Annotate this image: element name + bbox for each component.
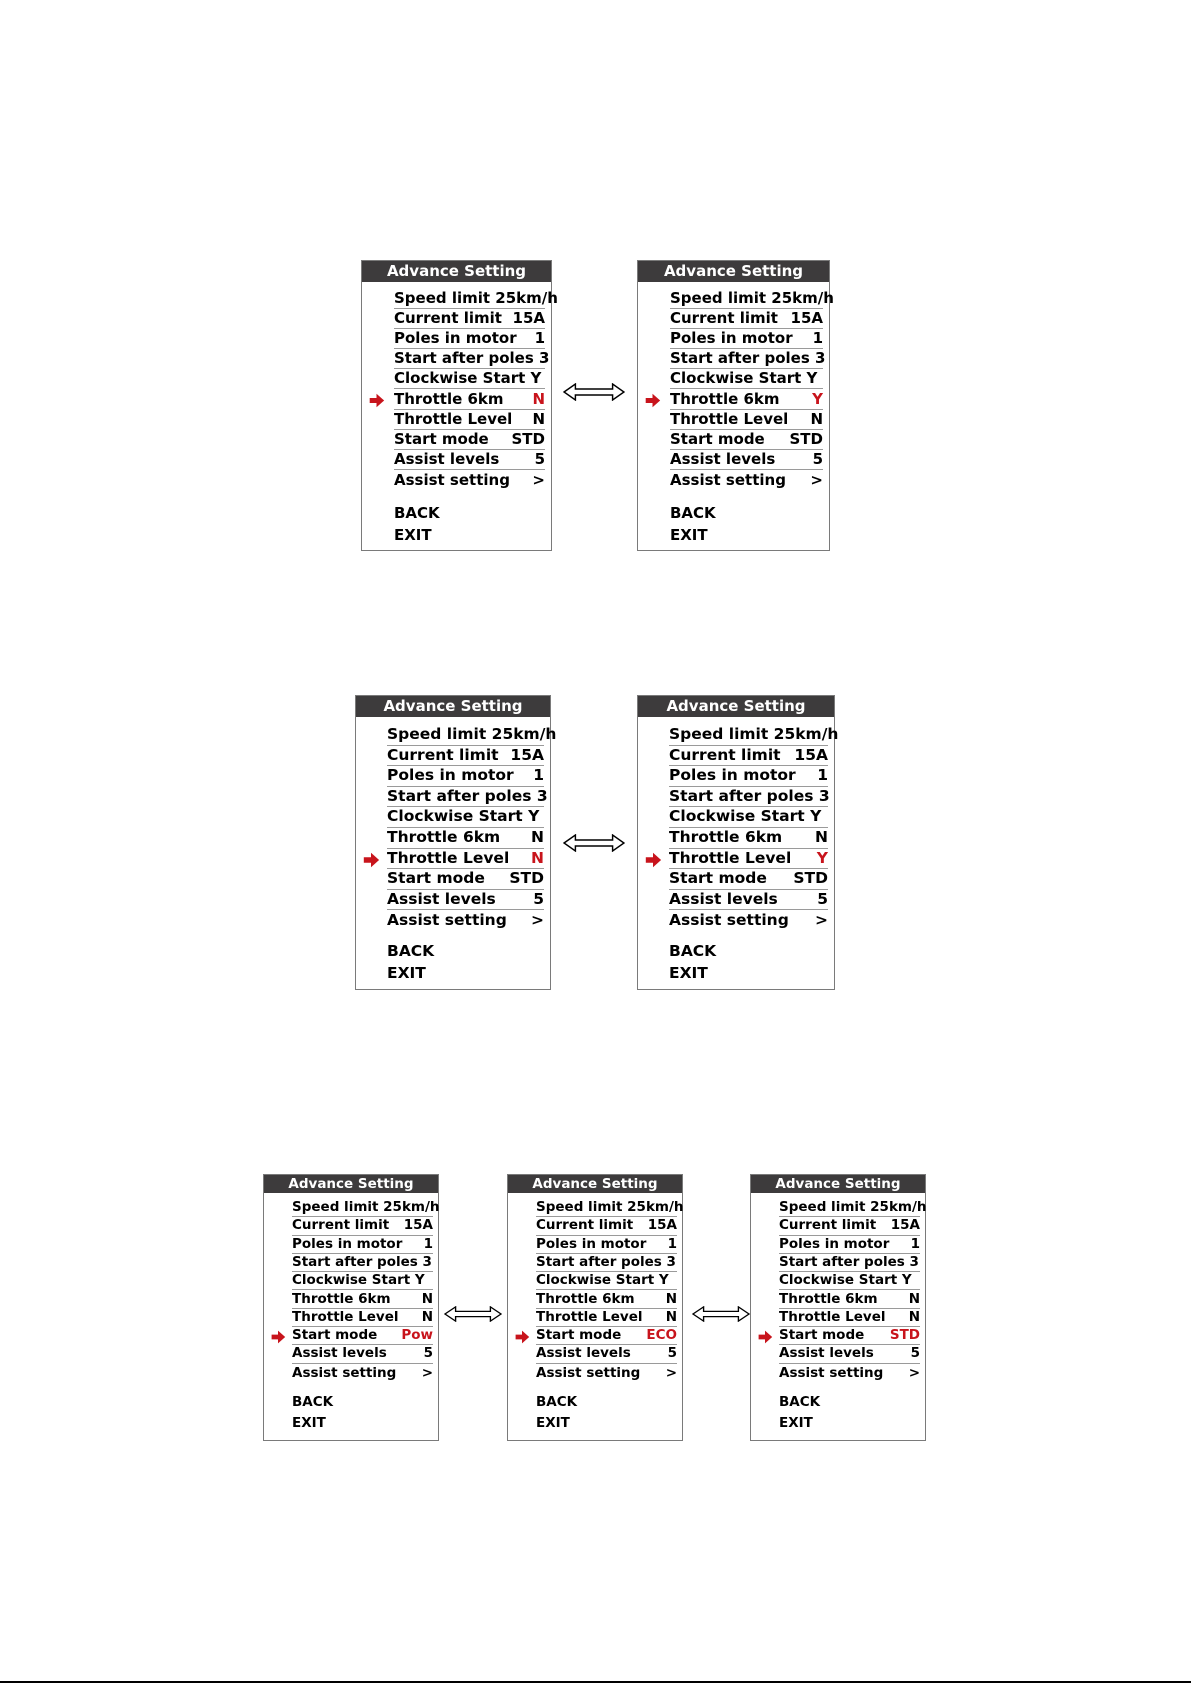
settings-row[interactable] [394,390,545,410]
setting-value: 15A [790,309,823,328]
settings-row[interactable] [292,1217,433,1235]
settings-row[interactable] [536,1345,677,1363]
settings-row[interactable] [779,1345,920,1363]
setting-value: STD [789,429,823,448]
setting-value: N [531,848,544,867]
settings-row[interactable] [394,329,545,349]
setting-value: > [532,470,545,489]
setting-value: Y [816,848,828,867]
settings-row[interactable] [387,807,544,828]
settings-row[interactable] [670,289,834,309]
setting-label: Current limit [670,309,778,328]
setting-value: 1 [667,1235,677,1252]
setting-label: Current limit [394,309,502,328]
settings-row[interactable] [670,329,823,349]
red-arrow-pointer-icon [362,851,380,869]
setting-label: Throttle 6km [536,1290,635,1307]
setting-value: > [815,911,828,930]
setting-value: 5 [910,1345,920,1362]
setting-label: Poles in motor [779,1235,890,1252]
settings-row[interactable] [536,1364,677,1382]
settings-row[interactable] [292,1254,433,1272]
setting-value: 5 [534,449,545,468]
setting-value: 15A [647,1217,677,1234]
setting-value: 15A [794,745,828,764]
back-button[interactable]: BACK [669,942,717,960]
setting-value: N [810,409,823,428]
setting-label: Throttle Level [292,1308,399,1325]
settings-row[interactable] [387,786,548,808]
setting-value: STD [793,869,828,888]
setting-label: Speed limit 25km/h [387,725,557,743]
setting-value: 5 [423,1345,433,1362]
setting-label: Assist setting [779,1364,884,1381]
setting-label: Throttle 6km [669,828,783,846]
double-headed-arrow-icon [444,1306,502,1322]
back-button[interactable]: BACK [292,1394,334,1410]
setting-label: Current limit [669,745,781,764]
settings-row[interactable] [387,869,544,890]
settings-row[interactable] [669,869,828,890]
setting-label: Speed limit 25km/h [536,1199,684,1215]
exit-button[interactable]: EXIT [387,964,426,982]
setting-label: Speed limit 25km/h [669,725,839,743]
settings-row[interactable] [779,1327,920,1345]
settings-row[interactable] [536,1236,677,1254]
settings-row[interactable] [387,725,557,746]
setting-label: Assist setting [394,470,510,489]
settings-row[interactable] [669,828,828,849]
setting-value: 1 [534,329,545,348]
setting-label: Poles in motor [669,766,796,785]
setting-label: Poles in motor [536,1235,647,1252]
setting-label: Throttle Level [394,409,513,428]
exit-button[interactable]: EXIT [292,1415,326,1431]
settings-row[interactable] [779,1217,920,1235]
settings-row[interactable] [536,1327,677,1345]
settings-panel [263,1174,439,1441]
setting-value: STD [889,1327,920,1344]
setting-label: Throttle 6km [670,389,780,408]
setting-value: 1 [533,766,544,785]
setting-label: Start mode [779,1327,865,1344]
red-arrow-pointer-icon [644,851,662,869]
setting-label: Start after poles 3 [292,1253,432,1270]
settings-row[interactable] [670,470,823,490]
setting-value: N [815,828,828,846]
setting-label: Clockwise Start Y [670,369,818,388]
setting-value: N [908,1308,920,1325]
setting-label: Throttle Level [387,848,510,867]
settings-row[interactable] [292,1199,440,1217]
settings-row[interactable] [779,1291,920,1309]
setting-label: Speed limit 25km/h [779,1199,927,1215]
setting-label: Assist levels [669,889,778,908]
settings-row[interactable] [536,1217,677,1235]
setting-label: Poles in motor [292,1235,403,1252]
setting-value: 1 [910,1235,920,1252]
setting-value: 5 [812,449,823,468]
back-button[interactable]: BACK [387,942,435,960]
setting-value: 5 [533,889,544,908]
settings-row[interactable] [670,410,823,430]
back-button[interactable]: BACK [779,1394,821,1410]
setting-value: N [421,1308,433,1325]
settings-row[interactable] [779,1236,920,1254]
setting-label: Throttle Level [669,848,792,867]
setting-label: Assist setting [670,470,786,489]
setting-label: Clockwise Start Y [387,807,540,826]
bottom-rule [0,1681,1191,1683]
setting-label: Current limit [536,1217,634,1234]
setting-value: N [531,828,544,846]
setting-value: N [421,1290,433,1307]
red-arrow-pointer-icon [270,1329,286,1345]
setting-label: Poles in motor [670,329,793,348]
settings-panel [507,1174,683,1441]
exit-button[interactable]: EXIT [394,526,432,544]
setting-value: N [532,389,545,408]
panel-title: Advance Setting [508,1175,682,1193]
setting-value: N [908,1290,920,1307]
setting-label: Assist levels [536,1345,631,1362]
settings-row[interactable] [670,430,823,450]
setting-label: Poles in motor [394,329,517,348]
settings-row[interactable] [669,890,828,911]
setting-value: 5 [817,889,828,908]
back-button[interactable]: BACK [536,1394,578,1410]
settings-row[interactable] [387,766,544,787]
settings-row[interactable] [394,349,550,369]
setting-label: Speed limit 25km/h [394,289,558,307]
setting-label: Start mode [536,1327,622,1344]
setting-label: Clockwise Start Y [394,369,542,388]
setting-label: Assist levels [779,1345,874,1362]
double-headed-arrow-icon [692,1306,750,1322]
setting-value: Y [812,389,823,408]
setting-label: Clockwise Start Y [669,807,822,826]
settings-row[interactable] [779,1272,920,1290]
setting-value: 15A [403,1217,433,1234]
setting-label: Throttle 6km [394,389,504,408]
setting-value: N [532,409,545,428]
settings-row[interactable] [292,1327,433,1345]
settings-row[interactable] [779,1199,927,1217]
setting-label: Start after poles 3 [536,1253,676,1270]
setting-label: Start mode [669,869,767,888]
back-button[interactable]: BACK [394,504,440,522]
setting-label: Start after poles 3 [387,786,548,805]
panel-title: Advance Setting [362,261,551,282]
settings-row[interactable] [669,766,828,787]
settings-row[interactable] [536,1254,677,1272]
setting-label: Throttle Level [670,409,789,428]
back-button[interactable]: BACK [670,504,716,522]
panel-title: Advance Setting [638,696,834,717]
setting-label: Current limit [779,1217,877,1234]
settings-row[interactable] [292,1309,433,1327]
setting-value: > [421,1364,433,1381]
setting-value: 15A [512,309,545,328]
exit-button[interactable]: EXIT [670,526,708,544]
settings-panel [361,260,558,551]
red-arrow-pointer-icon [514,1329,530,1345]
setting-value: > [531,911,544,930]
settings-row[interactable] [670,309,823,329]
settings-row[interactable] [669,746,828,767]
setting-value: 5 [667,1345,677,1362]
settings-row[interactable] [292,1364,433,1382]
setting-value: 1 [423,1235,433,1252]
settings-row[interactable] [387,828,544,849]
setting-value: 1 [817,766,828,785]
exit-button[interactable]: EXIT [536,1415,570,1431]
red-arrow-pointer-icon [644,392,661,409]
settings-row[interactable] [394,289,558,309]
settings-row[interactable] [779,1309,920,1327]
settings-row[interactable] [670,369,823,389]
settings-row[interactable] [292,1291,433,1309]
red-arrow-pointer-icon [757,1329,773,1345]
settings-row[interactable] [394,369,545,389]
double-headed-arrow-icon [563,834,625,852]
settings-row[interactable] [670,390,823,410]
setting-label: Assist setting [536,1364,641,1381]
setting-label: Speed limit 25km/h [670,289,834,307]
setting-label: Clockwise Start Y [536,1272,669,1289]
settings-row[interactable] [669,807,828,828]
settings-panel [637,260,834,551]
setting-value: Pow [401,1327,433,1344]
panel-title: Advance Setting [356,696,550,717]
setting-label: Throttle 6km [387,828,501,846]
panel-title: Advance Setting [751,1175,925,1193]
panel-title: Advance Setting [264,1175,438,1193]
setting-value: > [810,470,823,489]
setting-label: Assist levels [394,449,500,468]
settings-panel [637,695,839,990]
setting-label: Current limit [387,745,499,764]
setting-value: 15A [510,745,544,764]
setting-label: Throttle Level [779,1308,886,1325]
setting-value: STD [511,429,545,448]
setting-label: Assist setting [292,1364,397,1381]
settings-row[interactable] [387,890,544,911]
settings-row[interactable] [292,1345,433,1363]
settings-row[interactable] [394,309,545,329]
settings-row[interactable] [536,1291,677,1309]
setting-label: Start mode [670,429,765,448]
settings-row[interactable] [669,787,828,808]
settings-row[interactable] [670,349,826,369]
setting-label: Throttle Level [536,1308,643,1325]
setting-label: Speed limit 25km/h [292,1199,440,1215]
setting-label: Start mode [387,869,485,888]
setting-label: Start mode [394,429,489,448]
setting-value: 1 [812,329,823,348]
settings-row[interactable] [779,1254,920,1272]
setting-value: ECO [646,1327,677,1344]
red-arrow-pointer-icon [368,392,385,409]
setting-value: N [665,1308,677,1325]
settings-panel [355,695,557,990]
setting-label: Start after poles 3 [394,349,550,368]
setting-label: Assist setting [387,911,507,930]
settings-row[interactable] [387,910,544,931]
setting-value: > [908,1364,920,1381]
exit-button[interactable]: EXIT [669,964,708,982]
setting-label: Clockwise Start Y [779,1272,912,1289]
setting-label: Throttle 6km [292,1290,391,1307]
settings-row[interactable] [669,725,839,746]
setting-value: > [665,1364,677,1381]
setting-label: Start after poles 3 [669,786,830,805]
settings-row[interactable] [779,1364,920,1382]
settings-row[interactable] [387,849,544,870]
settings-row[interactable] [394,410,545,430]
settings-row[interactable] [669,849,828,870]
settings-row[interactable] [394,450,545,470]
settings-row[interactable] [394,430,545,450]
setting-label: Clockwise Start Y [292,1272,425,1289]
settings-panel [750,1174,926,1441]
exit-button[interactable]: EXIT [779,1415,813,1431]
setting-label: Assist setting [669,911,789,930]
panel-title: Advance Setting [638,261,829,282]
settings-row[interactable] [394,470,545,490]
settings-row[interactable] [670,450,823,470]
setting-label: Throttle 6km [779,1290,878,1307]
settings-row[interactable] [387,746,544,767]
double-headed-arrow-icon [563,383,625,401]
setting-label: Current limit [292,1217,390,1234]
setting-label: Assist levels [292,1345,387,1362]
settings-row[interactable] [292,1272,433,1290]
setting-value: STD [509,869,544,888]
settings-row[interactable] [669,910,828,931]
setting-label: Poles in motor [387,766,514,785]
setting-label: Start mode [292,1327,378,1344]
settings-row[interactable] [536,1272,677,1290]
setting-value: N [665,1290,677,1307]
setting-value: 15A [890,1217,920,1234]
settings-row[interactable] [536,1309,677,1327]
settings-row[interactable] [536,1199,684,1217]
setting-label: Assist levels [670,449,776,468]
settings-row[interactable] [292,1236,433,1254]
setting-label: Start after poles 3 [670,349,826,368]
setting-label: Start after poles 3 [779,1253,919,1270]
setting-label: Assist levels [387,889,496,908]
